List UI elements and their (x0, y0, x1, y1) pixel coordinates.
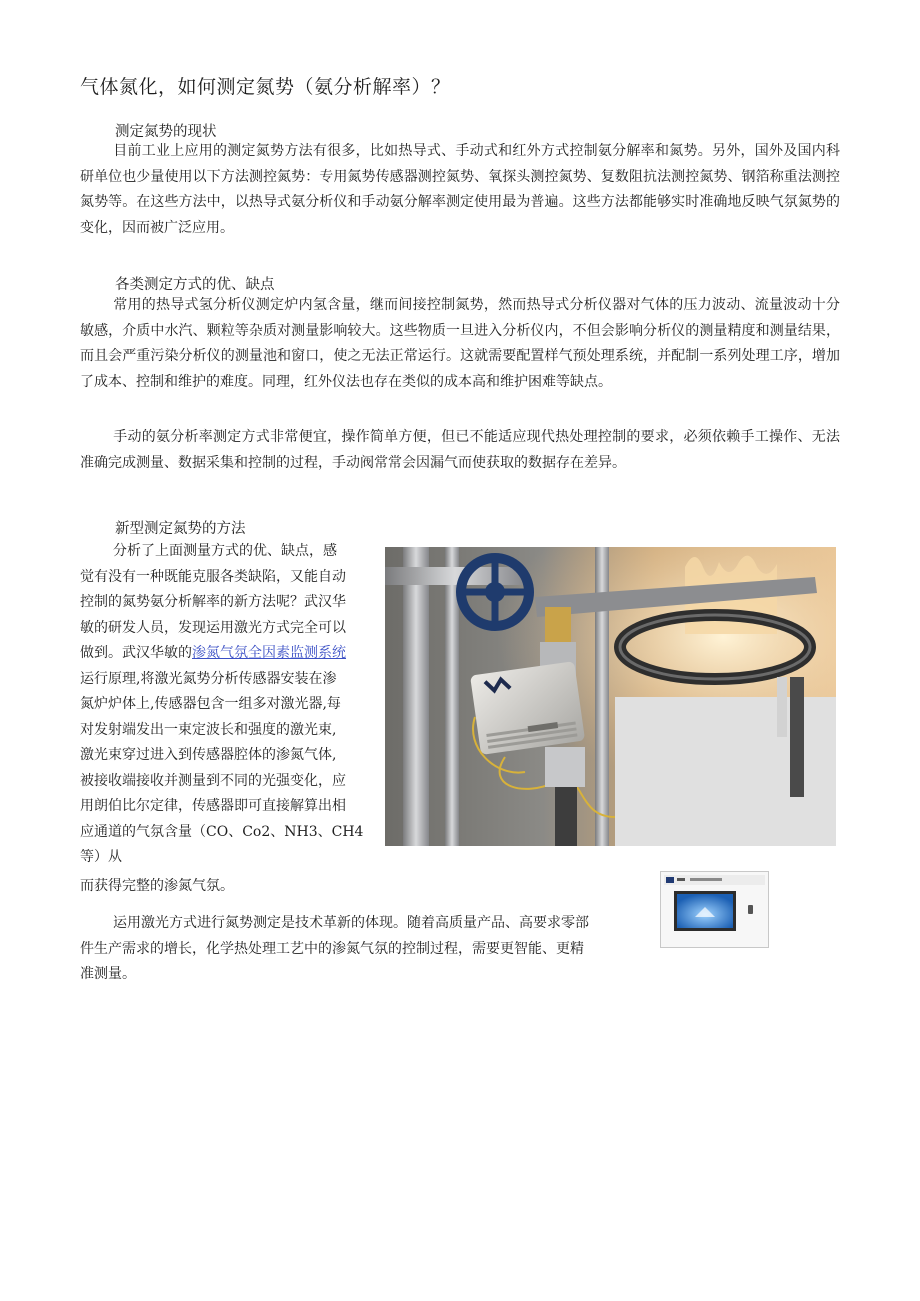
section-paragraph: 目前工业上应用的测定氮势方法有很多，比如热导式、手动式和红外方式控制氨分解率和氮势。另外，国外及国内科研单位也少量使用以下方法测控氮势：专用氮势传感器测控氮势、氧探头测控氮势、复数阻抗法测控氮势、钢箔称重法测控氮势等。在这些方法中，以热导式氨分析仪和手动氨分解率测定使用最为普遍。这些方法都能够实时准确地反映气氛氮势的变化，因而被广泛应用。 (80, 143, 840, 236)
system-link[interactable]: 渗氮气氛全因素监测系统 (192, 645, 346, 661)
laser-sensor-photo (385, 547, 836, 846)
section-paragraph: 手动的氨分析率测定方式非常便宜，操作简单方便，但已不能适应现代热处理控制的要求，必须依赖手工操作、无法准确完成测量、数据采集和控制的过程，手动阀常常会因漏气而使获取的数据存在差异。 (80, 429, 840, 471)
section-heading-new-method: 新型测定氮势的方法 (115, 521, 246, 537)
section-heading-pros-cons: 各类测定方式的优、缺点 (115, 277, 275, 293)
page-title: 气体氮化，如何测定氮势（氨分析解率）？ (80, 76, 451, 98)
closing-paragraph: 运用激光方式进行氮势测定是技术革新的体现。随着高质量产品、高要求零部 件生产需求的增长，化学热处理工艺中的渗氮气氛的控制过程，需要更智能、更精 准测量。 (80, 915, 589, 982)
section-heading-status: 测定氮势的现状 (115, 124, 217, 140)
section-paragraph: 常用的热导式氢分析仪测定炉内氢含量，继而间接控制氮势，然而热导式分析仪器对气体的压力波动、流量波动十分敏感，介质中水汽、颗粒等杂质对测量影响较大。这些物质一旦进入分析仪内，不但会影响分析仪的测量精度和测量结果，而且会严重污染分析仪的测量池和窗口，使之无法正常运行。这就需要配置样气预处理系统，并配制一系列处理工序，增加了成本、控制和维护的难度。同理，红外仪法也存在类似的成本高和维护困难等缺点。 (80, 297, 840, 390)
wrapped-paragraph: 分析了上面测量方式的优、缺点，感 觉有没有一种既能克服各类缺陷，又能自动 控制的氮势氨分析解率的新方法呢？武汉华 敏的研发人员，发现运用激光方式完全可以 做到。武汉华敏的渗氮气氛全因素监测系统 运行原理,将激光氮势分析传感器安装在渗 氮炉炉体上,传感器包含一组多对激光器,每 对发射端发出一束定波长和强度的激光束, 激光束穿过进入到传感器腔体的渗氮气体, 被接收端接收并测量到不同的光强变化，应 用朗伯比尔定律，传感器即可直接解算出相 应通道的气氛含量（CO、Co2、NH3、CH4 等）从 而获得完整的渗氮气氛。 (80, 543, 364, 894)
monitoring-device-image (660, 871, 769, 948)
